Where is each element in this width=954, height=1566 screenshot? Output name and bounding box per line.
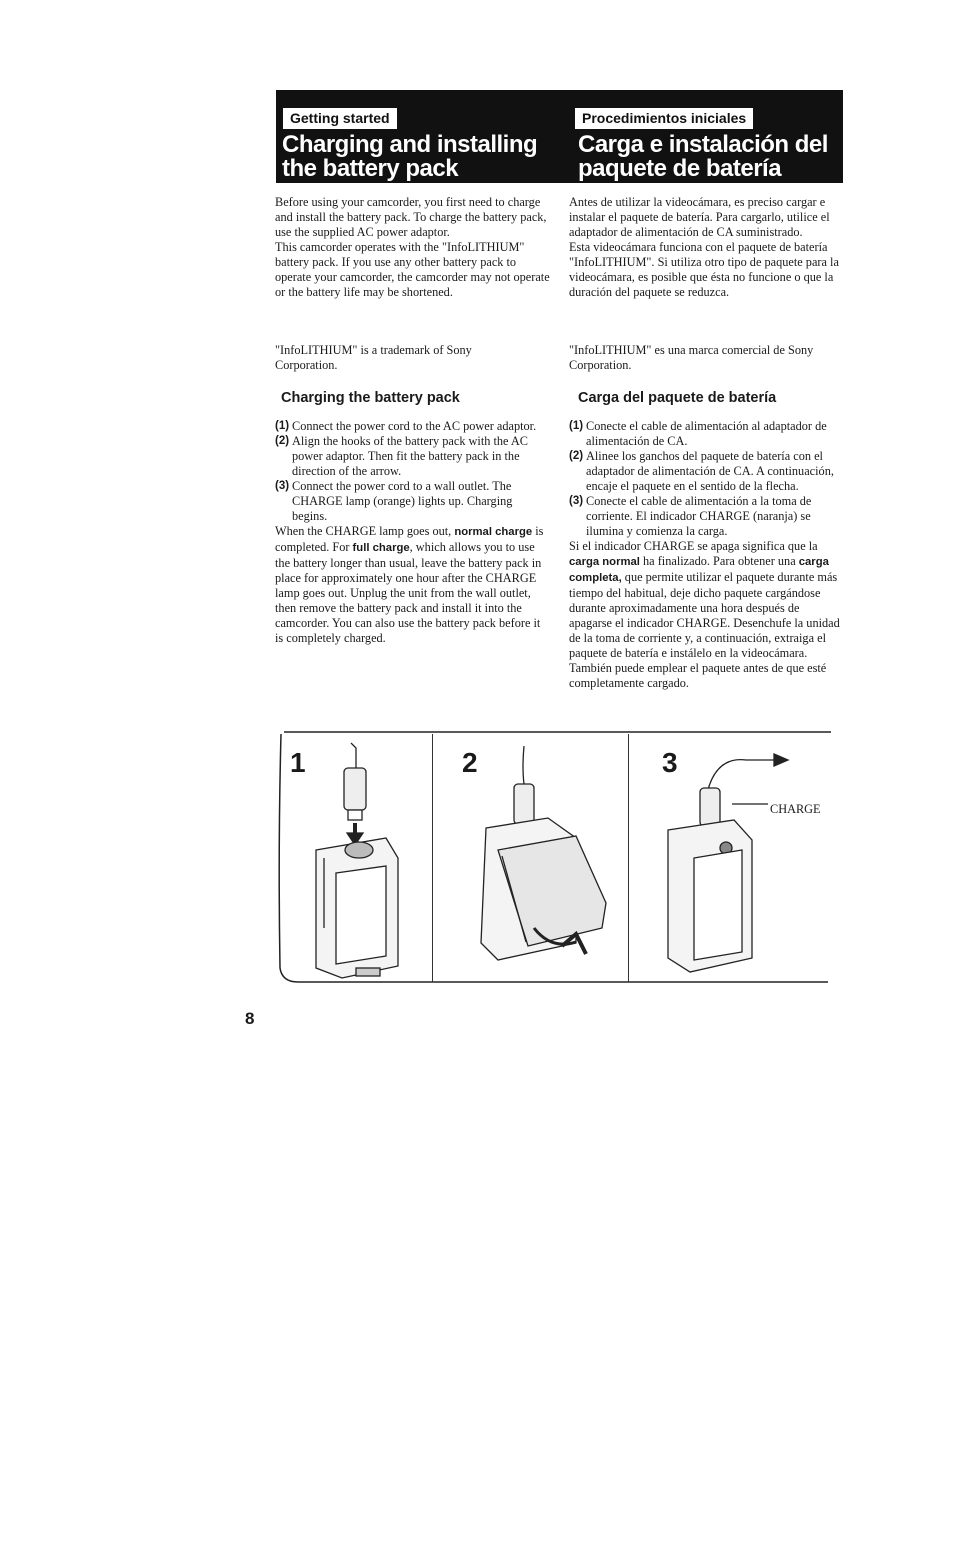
intro-es: [569, 195, 844, 300]
trademark-note-en: "InfoLITHIUM" is a trademark of Sony Corporation.: [275, 343, 472, 372]
figure-step-number: 3: [662, 747, 678, 778]
steps-es: [569, 419, 844, 691]
step-number: (2): [569, 450, 584, 462]
adaptor-illustration-2: [481, 746, 606, 960]
title-en-line2: the battery pack: [282, 155, 459, 182]
page-title-es: [578, 133, 843, 181]
figure-step-number: 1: [290, 747, 306, 778]
step-item: [569, 419, 844, 449]
step-number: (3): [569, 495, 584, 507]
intro-es-paragraph: Antes de utilizar la videocámara, es preciso cargar e instalar el paquete de batería. Para cargarlo, utilice el adaptador de alimentación de CA suministrado.: [569, 195, 830, 239]
step-item: [569, 449, 844, 494]
section-tab-en: Getting started: [283, 108, 397, 129]
bold-term: full charge: [352, 542, 410, 554]
step-text: Connect the power cord to the AC power adaptor.: [292, 419, 537, 433]
panel-divider: [628, 734, 629, 982]
intro-en: [275, 195, 550, 300]
step-text: Alinee los ganchos del paquete de batería con el adaptador de alimentación de CA. A continuación, encaje el paquete en el sentido de la flecha.: [586, 449, 834, 493]
intro-en-paragraph: This camcorder operates with the "InfoLITHIUM" battery pack. If you use any other battery pack to operate your camcorder, the camcorder may not operate or the battery life may be shortened.: [275, 240, 550, 299]
panel-divider: [432, 734, 433, 982]
section-tab-es: Procedimientos iniciales: [575, 108, 753, 129]
step-number: (1): [569, 420, 584, 432]
step-number: (1): [275, 420, 290, 432]
page-number: 8: [245, 1009, 255, 1028]
step-item: [569, 494, 844, 539]
trademark-note-es: "InfoLITHIUM" es una marca comercial de Sony Corporation.: [569, 343, 814, 372]
intro-en-paragraph: Before using your camcorder, you first need to charge and install the battery pack. To charge the battery pack, use the supplied AC power adaptor.: [275, 195, 547, 239]
step-item: [275, 434, 550, 479]
bold-term: normal charge: [454, 526, 533, 538]
title-en-line1: Charging and installing: [282, 131, 538, 158]
charge-note-es: Si el indicador CHARGE se apaga significa que la carga normal ha finalizado. Para obtener una carga completa, que permite utilizar el paquete durante más tiempo del habitual, deje dicho paquete cargándose durante aproximadamente una hora después de apagarse el indicador CHARGE. Desenchufe la unidad de la toma de corriente y, a continuación, extraiga el paquete de batería e instálelo en la videocámara. También puede emplear el paquete antes de que esté completamente cargado.: [569, 539, 840, 690]
step-text: Align the hooks of the battery pack with the AC power adaptor. Then fit the battery pack in the direction of the arrow.: [292, 434, 528, 478]
step-text: Conecte el cable de alimentación al adaptador de alimentación de CA.: [586, 419, 827, 448]
adaptor-illustration-1: [316, 743, 398, 978]
step-text: Conecte el cable de alimentación a la toma de corriente. El indicador CHARGE (naranja) se ilumina y comienza la carga.: [586, 494, 812, 538]
page-title-en: [282, 133, 552, 181]
intro-es-paragraph: Esta videocámara funciona con el paquete de batería "InfoLITHIUM". Si utiliza otro tipo de paquete para la videocámara, es posible que ésta no funcione o que la duración del paquete se reduzca.: [569, 240, 839, 299]
step-item: [275, 419, 550, 434]
charge-lamp-callout: CHARGE: [770, 802, 821, 816]
subheading-es: Carga del paquete de batería: [578, 390, 777, 406]
bold-term: carga completa,: [569, 556, 829, 584]
subheading-en: Charging the battery pack: [281, 390, 460, 406]
bold-term: carga normal: [569, 556, 640, 568]
step-number: (3): [275, 480, 290, 492]
step-text: Connect the power cord to a wall outlet. The CHARGE lamp (orange) lights up. Charging begins.: [292, 479, 513, 523]
steps-en: [275, 419, 550, 646]
adaptor-illustration-3: [668, 754, 788, 972]
figure-step-number: 2: [462, 747, 478, 778]
charge-note-en: When the CHARGE lamp goes out, normal charge is completed. For full charge, which allows you to use the battery longer than usual, leave the battery pack in place for approximately one hour after the CHARGE lamp goes out. Unplug the unit from the wall outlet, then remove the battery pack and install it into the camcorder. You can also use the battery pack before it is completely charged.: [275, 524, 544, 645]
title-es-line2: paquete de batería: [578, 155, 782, 182]
title-es-line1: Carga e instalación del: [578, 131, 828, 158]
charging-illustration: [276, 728, 832, 986]
step-item: [275, 479, 550, 524]
step-number: (2): [275, 435, 290, 447]
